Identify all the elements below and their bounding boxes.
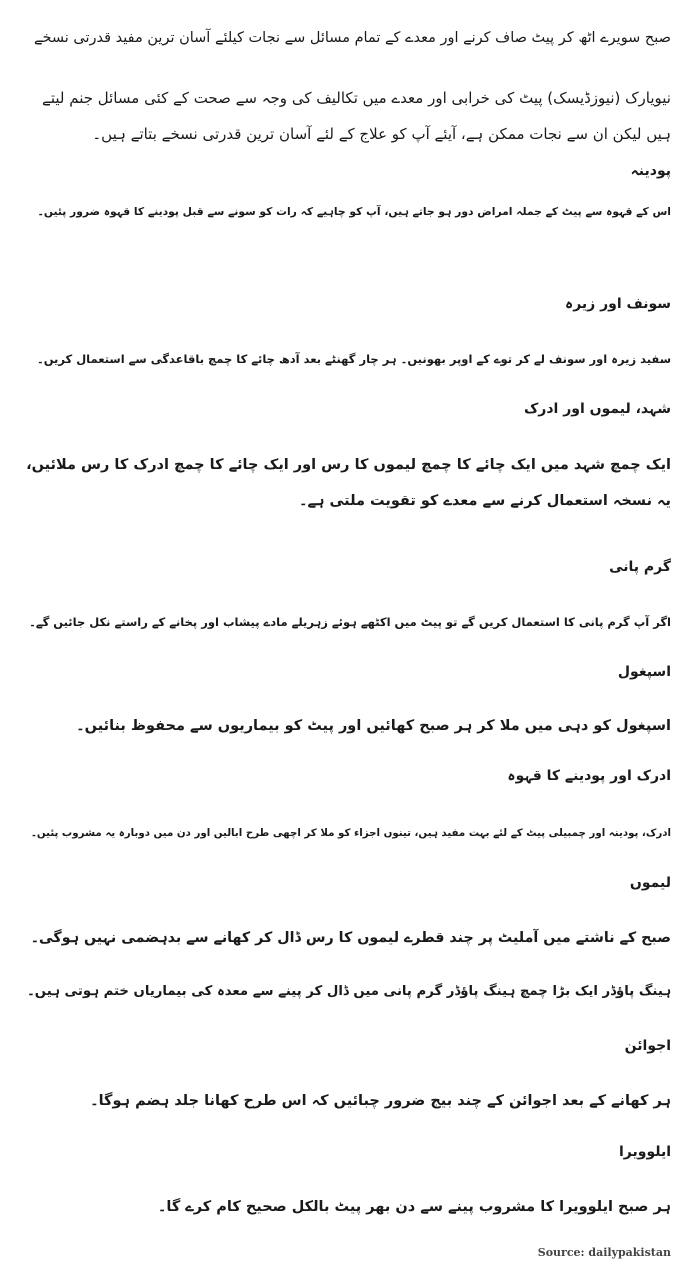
section-paragraph: ہینگ پاؤڈر ایک بڑا چمچ ہینگ پاؤڈر گرم پانی میں ڈال کر پینے سے معدہ کی بیماریاں ختم ہوتی ہیں۔ [27, 984, 671, 999]
section-heading-ispaghol: اسپغول [617, 664, 671, 680]
section-paragraph: سفید زیرہ اور سونف لے کر توے کے اوپر بھونیں۔ ہر چار گھنٹے بعد آدھ چائے کا چمچ باقاعدگی سے استعمال کریں۔ [36, 352, 671, 366]
section-heading-shahad-lemon-adrak: شہد، لیموں اور ادرک [523, 401, 671, 417]
section-heading-ajwain: اجوائن [624, 1038, 671, 1054]
section-heading-lemon: لیموں [629, 875, 671, 891]
source-credit: Source: dailypakistan [537, 1246, 671, 1259]
section-heading-garam-pani: گرم پانی [609, 559, 671, 575]
section-paragraph: صبح کے ناشتے میں آملیٹ پر چند قطرے لیموں کا رس ڈال کر کھانے سے بدہضمی نہیں ہوگی۔ [30, 930, 671, 946]
article-title: صبح سویرے اٹھ کر پیٹ صاف کرنے اور معدے کے تمام مسائل سے نجات کیلئے آسان ترین مفید قدرتی نسخے [33, 30, 671, 46]
section-heading-saunf-zeera: سونف اور زیرہ [564, 296, 671, 312]
article [26, 0, 671, 1276]
article-intro: نیویارک (نیوزڈیسک) پیٹ کی خرابی اور معدے میں تکالیف کی وجہ سے صحت کے کئی مسائل جنم لیتے ہیں لیکن ان سے نجات ممکن ہے، آیئے آپ کو علاج کے لئے آسان ترین قدرتی نسخے بتاتے ہیں۔ [42, 89, 671, 143]
section-heading-pudina: پودینہ [630, 163, 671, 179]
section-paragraph: اگر آپ گرم پانی کا استعمال کریں گے تو پیٹ میں اکٹھے ہوئے زہریلے مادے پیشاب اور پخانے کے راستے نکل جائیں گے۔ [29, 615, 671, 629]
section-heading-adrak-pudina-qehwa: ادرک اور پودینے کا قہوہ [507, 768, 671, 784]
section-paragraph: ایک چمچ شہد میں ایک چائے کا چمچ لیموں کا رس اور ایک چائے کا چمچ ادرک کا رس ملائیں، یہ نسخہ استعمال کرنے سے معدے کو تقویت ملتی ہے۔ [26, 457, 671, 509]
section-paragraph: اس کے قہوہ سے پیٹ کے جملہ امراض دور ہو جاتے ہیں، آپ کو چاہیے کہ رات کو سونے سے قبل پودینے کا قہوہ ضرور پئیں۔ [37, 205, 671, 218]
section-paragraph: ہر کھانے کے بعد اجوائن کے چند بیج ضرور چبائیں کہ اس طرح کھانا جلد ہضم ہوگا۔ [90, 1093, 671, 1109]
section-paragraph: اسپغول کو دہی میں ملا کر ہر صبح کھائیں اور پیٹ کو بیماریوں سے محفوظ بنائیں۔ [76, 718, 671, 734]
section-paragraph: ادرک، پودینہ اور چمبیلی پیٹ کے لئے بہت مفید ہیں، تینوں اجزاء کو ملا کر اچھی طرح ابالیں اور دن میں دوبارہ یہ مشروب پئیں۔ [30, 827, 671, 839]
section-paragraph: ہر صبح ایلوویرا کا مشروب پینے سے دن بھر پیٹ بالکل صحیح کام کرے گا۔ [157, 1199, 671, 1215]
section-heading-aloe-vera: ایلوویرا [618, 1144, 671, 1160]
